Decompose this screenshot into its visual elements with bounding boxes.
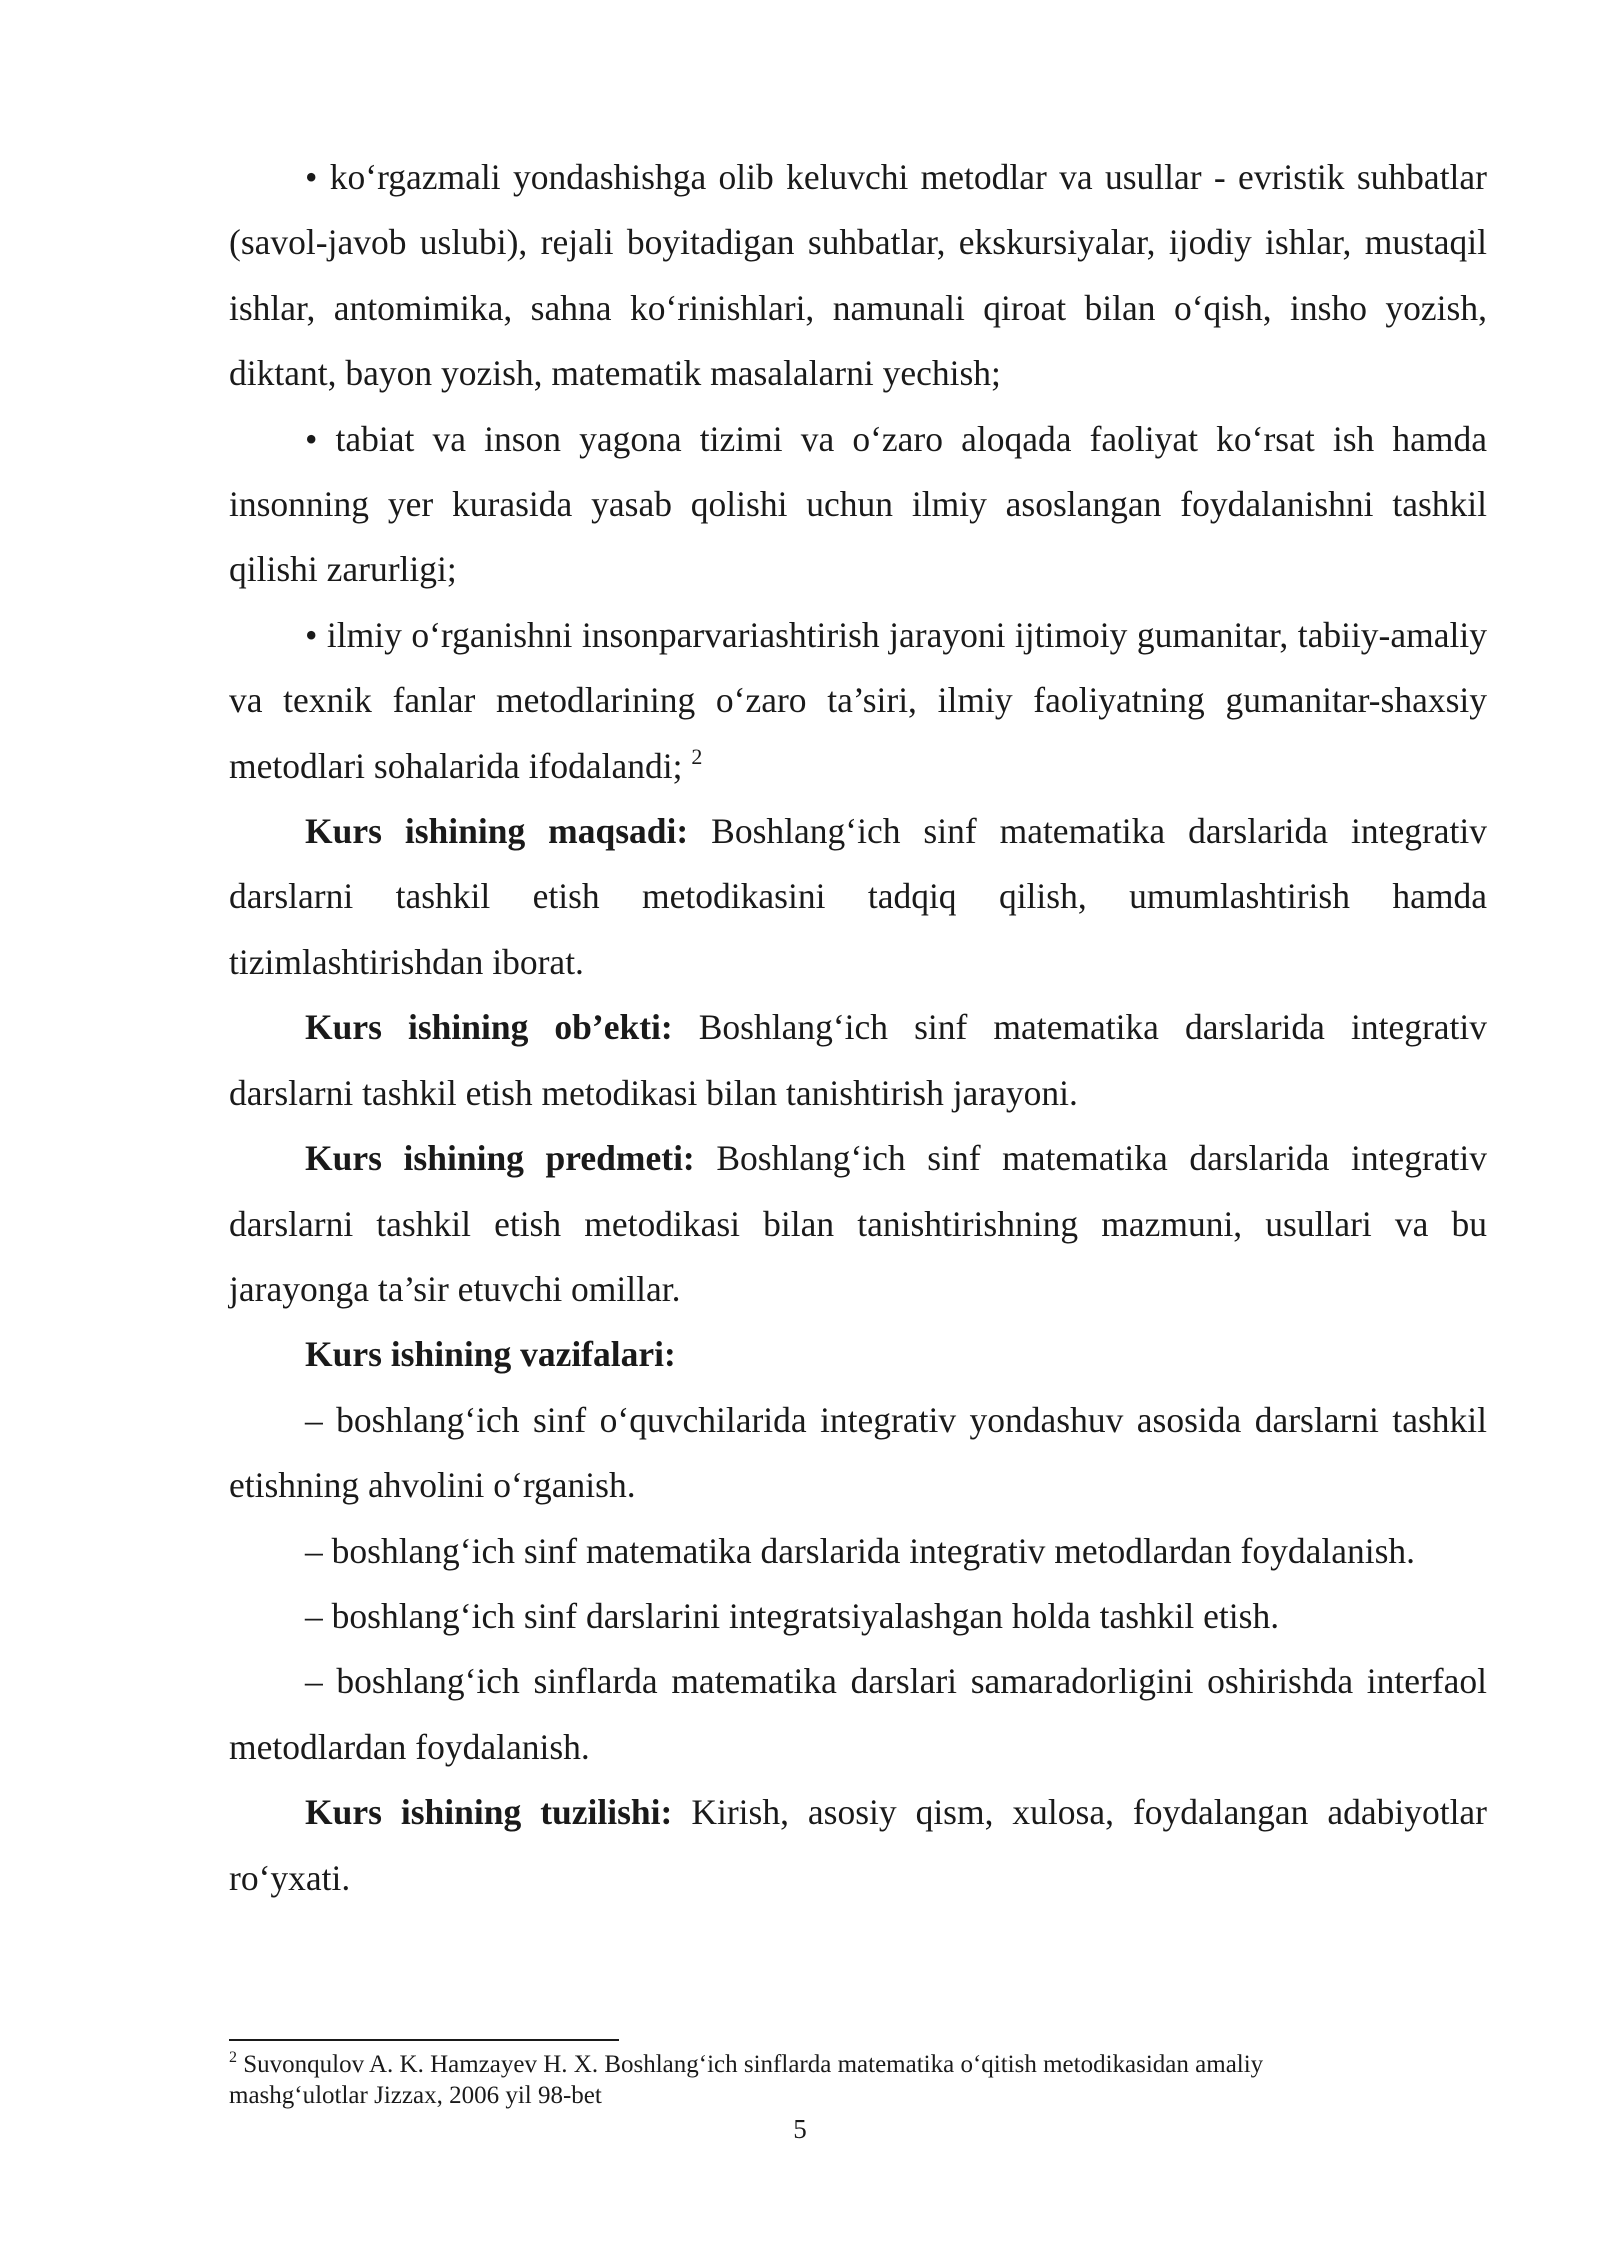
bullet-paragraph-3: • ilmiy o‘rganishni insonparvariashtirish jarayoni ijtimoiy gumanitar, tabiiy-amaliy va texnik fanlar metodlarining o‘zaro ta’siri, ilmiy faoliyatning gumanitar-shaxsiy metodlari sohalarida ifodalandi; $^2$ <box>229 614 1487 786</box>
structure-paragraph <box>229 1780 1487 1911</box>
task-item: – boshlang‘ich sinf darslarini integratsiyalashgan holda tashkil etish. <box>305 1595 1280 1636</box>
subject-paragraph <box>229 1126 1487 1322</box>
body-text <box>229 145 1487 1911</box>
tasks-heading <box>229 1322 1487 1387</box>
tasks-label: Kurs ishining vazifalari: <box>305 1334 676 1375</box>
subject-text: Boshlang‘ich sinf matematika darslarida integrativ darslarni tashkil etish metodikasi bilan tanishtirishning mazmuni, usullari va bu jarayonga ta’sir etuvchi omillar. <box>229 1138 1487 1309</box>
bullet-paragraph-2: • tabiat va inson yagona tizimi va o‘zaro aloqada faoliyat ko‘rsat ish hamda insonning yer kurasida yasab qolishi uchun ilmiy asoslangan foydalanishni tashkil qilishi zarurligi; <box>229 418 1487 590</box>
footnote-separator <box>229 2039 619 2041</box>
goal-text: Boshlang‘ich sinf matematika darslarida integrativ darslarni tashkil etish metodikasini tadqiq qilish, umumlashtirish hamda tizimlashtirishdan iborat. <box>229 811 1488 982</box>
task-item: – boshlang‘ich sinf o‘quvchilarida integrativ yondashuv asosida darslarni tashkil etishning ahvolini o‘rganish. <box>229 1399 1487 1506</box>
structure-text: Kirish, asosiy qism, xulosa, foydalangan adabiyotlar ro‘yxati. <box>229 1792 1488 1898</box>
subject-label: Kurs ishining predmeti: <box>305 1138 695 1179</box>
goal-label: Kurs ishining maqsadi: <box>305 811 689 852</box>
footnote-text: Suvonqulov A. K. Hamzayev H. X. Boshlang‘ich sinflarda matematika o‘qitish metodikasidan amaliy mashg‘ulotlar Jizzax, 2006 yil 98-bet <box>229 2051 1264 2109</box>
object-text: Boshlang‘ich sinf matematika darslarida integrativ darslarni tashkil etish metodikasi bilan tanishtirish jarayoni. <box>229 1007 1487 1113</box>
bullet-paragraph-1: • ko‘rgazmali yondashishga olib keluvchi metodlar va usullar - evristik suhbatlar (savol-javob uslubi), rejali boyitadigan suhbatlar, ekskursiyalar, ijodiy ishlar, mustaqil ishlar, antomimika, sahna ko‘rinishlari, namunali qiroat bilan o‘qish, insho yozish, diktant, bayon yozish, matematik masalalarni yechish; <box>229 157 1487 394</box>
page-number: 5 <box>793 2114 807 2144</box>
footnote-number: 2 <box>229 2049 237 2066</box>
object-label: Kurs ishining ob’ekti: <box>305 1007 673 1048</box>
footnote <box>229 2049 1379 2111</box>
structure-label: Kurs ishining tuzilishi: <box>305 1792 673 1833</box>
task-item: – boshlang‘ich sinflarda matematika darslari samaradorligini oshirishda interfaol metodlardan foydalanish. <box>229 1661 1487 1767</box>
goal-paragraph <box>229 799 1487 995</box>
object-paragraph <box>229 995 1487 1126</box>
task-item: – boshlang‘ich sinf matematika darslarida integrativ metodlardan foydalanish. <box>305 1530 1416 1571</box>
footnote-reference: 2 <box>691 743 703 769</box>
